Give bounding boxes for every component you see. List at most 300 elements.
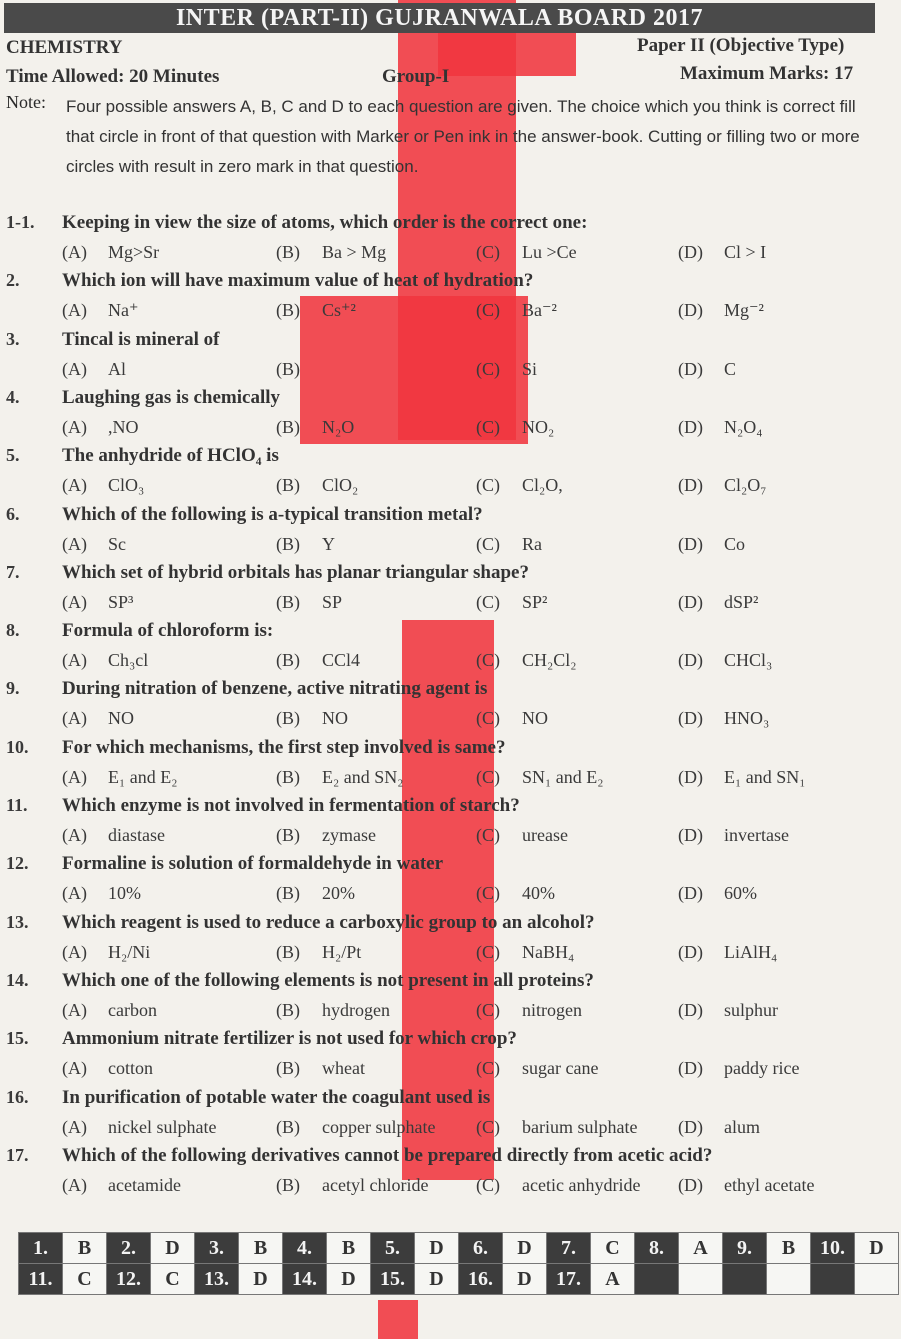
key-answer-letter: D (239, 1264, 283, 1295)
question-stem: Ammonium nitrate fertilizer is not used for which crop? (62, 1028, 517, 1050)
answer-option (276, 1000, 390, 1021)
option-letter: (C) (476, 1116, 500, 1137)
option-letter: (A) (62, 650, 87, 671)
question-item (0, 1145, 901, 1203)
option-letter: (B) (276, 416, 300, 437)
answer-option (476, 1000, 582, 1021)
answer-option (678, 300, 764, 321)
option-letter: (A) (62, 708, 87, 729)
option-letter: (A) (62, 416, 87, 437)
option-text: E₂ and SN₂ (322, 766, 404, 787)
option-letter: (D) (678, 1174, 703, 1195)
question-number: 4. (6, 386, 20, 407)
question-stem: Keeping in view the size of atoms, which order is the correct one: (62, 212, 588, 233)
question-item (0, 445, 901, 503)
option-letter: (B) (276, 825, 300, 845)
option-letter: (C) (476, 1174, 500, 1195)
option-letter: (C) (476, 1058, 500, 1079)
option-letter: (D) (678, 825, 703, 845)
question-item (0, 270, 901, 328)
key-question-number: 17. (547, 1264, 591, 1295)
answer-option (678, 1000, 778, 1021)
time-allowed: Time Allowed: 20 Minutes (6, 66, 220, 87)
answer-option (62, 592, 133, 613)
option-text: Al (108, 358, 126, 379)
group-label: Group-I (382, 66, 450, 87)
answer-option (62, 475, 144, 496)
question-number: 11. (6, 795, 28, 815)
option-text: Lu >Ce (522, 242, 577, 262)
answer-option (678, 592, 758, 613)
question-item (0, 1087, 901, 1145)
option-text: sulphur (724, 999, 778, 1020)
answer-option (276, 767, 404, 788)
answer-option (276, 300, 356, 321)
answer-option (678, 534, 745, 555)
option-letter: (C) (476, 650, 500, 671)
answer-option (62, 534, 126, 555)
option-text: Ba > Mg (322, 242, 387, 262)
option-letter: (A) (62, 475, 87, 496)
option-text: SP² (522, 591, 548, 612)
key-answer-letter: C (151, 1264, 195, 1295)
option-letter: (A) (62, 825, 87, 845)
question-stem: The anhydride of HClO₄ is (62, 445, 279, 467)
key-question-number (811, 1264, 855, 1295)
option-text: Co (724, 533, 746, 554)
option-letter: (C) (476, 300, 500, 321)
option-text: invertase (724, 825, 789, 845)
option-letter: (C) (476, 999, 500, 1020)
option-letter: (B) (276, 533, 300, 554)
option-text: SP (322, 591, 343, 612)
option-text: Ba⁻² (522, 300, 557, 321)
option-letter: (D) (678, 300, 703, 321)
key-answer-letter: D (503, 1233, 547, 1264)
answer-option (276, 534, 335, 555)
option-letter: (C) (476, 533, 500, 554)
question-item (0, 970, 901, 1028)
option-letter: (B) (276, 650, 300, 671)
answer-option (678, 242, 766, 263)
paper-label: Paper II (Objective Type) (637, 35, 845, 56)
option-text: cotton (108, 1058, 153, 1079)
option-letter: (B) (276, 300, 300, 321)
key-question-number: 1. (19, 1233, 63, 1264)
option-text: diastase (108, 825, 165, 845)
answer-option (476, 1175, 640, 1196)
option-text: nitrogen (522, 999, 582, 1020)
option-text: Y (322, 533, 335, 554)
key-question-number: 4. (283, 1233, 327, 1264)
question-number: 9. (6, 678, 20, 699)
question-item (0, 504, 901, 562)
option-text: Sc (108, 533, 126, 554)
option-text: Ch₃cl (108, 650, 149, 671)
answer-option (276, 417, 354, 438)
key-answer-letter: C (591, 1233, 635, 1264)
question-number: 7. (6, 561, 20, 582)
answer-option (678, 1058, 799, 1079)
answer-option (678, 1175, 814, 1196)
option-text: wheat (322, 1058, 365, 1079)
key-question-number: 9. (723, 1233, 767, 1264)
option-letter: (D) (678, 1116, 703, 1137)
question-stem: Laughing gas is chemically (62, 386, 280, 408)
answer-option (476, 300, 557, 321)
key-question-number: 10. (811, 1233, 855, 1264)
answer-option (276, 708, 348, 729)
question-item (0, 212, 901, 270)
option-letter: (A) (62, 533, 87, 554)
answer-option (276, 650, 360, 671)
key-answer-letter: D (151, 1233, 195, 1264)
answer-option (276, 1058, 365, 1079)
question-number: 5. (6, 445, 20, 466)
option-letter: (C) (476, 358, 500, 379)
question-number: 10. (6, 736, 29, 757)
option-letter: (D) (678, 416, 703, 437)
note-text: Four possible answers A, B, C and D to each question are given. The choice which you think is correct fill that circle in front of that question with Marker or Pen ink in the answer-book. Cutting or filling two or more circles with result in zero mark in that question. (66, 97, 860, 176)
answer-option (476, 708, 548, 729)
option-text: NO (108, 708, 134, 729)
question-number: 3. (6, 328, 20, 349)
option-text: barium sulphate (522, 1116, 638, 1137)
question-stem: Which ion will have maximum value of heat of hydration? (62, 270, 534, 292)
answer-option (476, 767, 604, 788)
key-answer-letter (767, 1264, 811, 1295)
option-text: acetyl chloride (322, 1174, 429, 1195)
option-text: ClO₃ (108, 475, 145, 496)
key-answer-letter: A (591, 1264, 635, 1295)
key-question-number: 6. (459, 1233, 503, 1264)
answer-option (276, 1117, 435, 1138)
answer-option (476, 592, 547, 613)
answer-option (476, 534, 542, 555)
option-letter: (A) (62, 242, 87, 262)
option-text: Cl > I (724, 242, 767, 262)
key-question-number: 16. (459, 1264, 503, 1295)
question-stem: Which of the following derivatives cannot be prepared directly from acetic acid? (62, 1144, 713, 1166)
question-item (0, 620, 901, 678)
answer-option (476, 1058, 598, 1079)
option-letter: (A) (62, 1116, 87, 1137)
option-text: H₂/Ni (108, 941, 151, 962)
key-answer-letter: C (63, 1264, 107, 1295)
answer-option (476, 825, 568, 846)
option-letter: (C) (476, 242, 500, 262)
answer-option (62, 300, 139, 321)
option-text: NO (322, 708, 348, 729)
answer-option (678, 650, 772, 671)
option-text: 40% (522, 883, 555, 904)
option-letter: (B) (276, 1058, 300, 1079)
question-number: 8. (6, 620, 20, 641)
option-text: NO (522, 708, 548, 729)
option-text: ,NO (108, 416, 139, 437)
option-letter: (B) (276, 941, 300, 962)
key-answer-letter (679, 1264, 723, 1295)
question-item (0, 329, 901, 387)
question-number: 17. (6, 1144, 29, 1165)
question-number: 1-1. (6, 212, 35, 232)
option-text: Ra (522, 533, 542, 554)
max-marks: Maximum Marks: 17 (680, 63, 854, 84)
option-text: ethyl acetate (724, 1174, 815, 1195)
option-letter: (B) (276, 708, 300, 729)
question-stem: Which reagent is used to reduce a carboxylic group to an alcohol? (62, 911, 595, 933)
option-letter: (C) (476, 475, 500, 496)
answer-option (276, 942, 361, 963)
option-letter: (D) (678, 650, 703, 671)
answer-option (62, 242, 159, 263)
option-letter: (D) (678, 766, 703, 787)
option-text: 60% (724, 883, 757, 904)
option-text: 20% (322, 883, 355, 904)
option-text: zymase (322, 825, 376, 845)
key-question-number: 5. (371, 1233, 415, 1264)
option-text: carbon (108, 999, 157, 1020)
option-text: C (724, 358, 737, 379)
answer-option (62, 359, 126, 380)
key-answer-letter (855, 1264, 899, 1295)
option-letter: (C) (476, 591, 500, 612)
option-text: Mg⁻² (724, 300, 764, 321)
answer-option (62, 1175, 181, 1196)
question-stem: Tincal is mineral of (62, 328, 220, 350)
answer-option (62, 942, 150, 963)
answer-option (62, 883, 141, 904)
option-letter: (A) (62, 591, 87, 612)
answer-option (476, 1117, 637, 1138)
question-stem: In purification of potable water the coagulant used is (62, 1086, 491, 1108)
key-question-number: 14. (283, 1264, 327, 1295)
question-item (0, 912, 901, 970)
question-item (0, 562, 901, 620)
key-question-number: 8. (635, 1233, 679, 1264)
answer-option (476, 475, 563, 496)
option-text: CHCl₃ (724, 650, 773, 671)
option-text: Cl₂O, (522, 475, 563, 496)
option-letter: (A) (62, 358, 87, 379)
answer-option (476, 359, 537, 380)
question-number: 15. (6, 1028, 29, 1049)
key-question-number (635, 1264, 679, 1295)
question-number: 16. (6, 1086, 29, 1107)
option-text: NO₂ (522, 416, 555, 437)
option-letter: (D) (678, 533, 703, 554)
option-letter: (D) (678, 999, 703, 1020)
question-stem: Which one of the following elements is not present in all proteins? (62, 969, 594, 991)
subject-label: CHEMISTRY (6, 37, 123, 58)
question-number: 12. (6, 853, 29, 874)
answer-key-table (18, 1232, 899, 1295)
answer-option (62, 1117, 216, 1138)
option-text: HNO₃ (724, 708, 770, 729)
key-answer-letter: B (327, 1233, 371, 1264)
question-number: 13. (6, 911, 29, 932)
answer-option (276, 1175, 428, 1196)
answer-option (678, 767, 806, 788)
question-stem: Formula of chloroform is: (62, 620, 274, 642)
question-number: 14. (6, 969, 29, 990)
key-question-number: 11. (19, 1264, 63, 1295)
key-answer-letter: D (415, 1264, 459, 1295)
option-letter: (A) (62, 766, 87, 787)
option-text: NaBH₄ (522, 941, 575, 962)
option-letter: (D) (678, 591, 703, 612)
option-text: sugar cane (522, 1058, 599, 1079)
option-text: SN₁ and E₂ (522, 766, 604, 787)
option-text: alum (724, 1116, 760, 1137)
answer-option (476, 883, 555, 904)
question-stem: During nitration of benzene, active nitrating agent is (62, 678, 488, 700)
answer-option (476, 942, 574, 963)
answer-option (62, 650, 148, 671)
option-letter: (D) (678, 883, 703, 904)
option-text: Na⁺ (108, 300, 139, 321)
option-letter: (B) (276, 358, 300, 379)
option-text: hydrogen (322, 999, 390, 1020)
answer-option (476, 650, 577, 671)
answer-option (678, 942, 777, 963)
question-number: 6. (6, 503, 20, 524)
option-letter: (C) (476, 825, 500, 845)
answer-option (476, 417, 554, 438)
answer-option (678, 359, 736, 380)
option-text: CCl4 (322, 650, 361, 671)
option-text: E₁ and E₂ (108, 766, 178, 787)
option-text: ClO₂ (322, 475, 359, 496)
option-text: N₂O₄ (724, 416, 763, 437)
option-text: acetamide (108, 1174, 181, 1195)
answer-option (276, 592, 342, 613)
question-stem: For which mechanisms, the first step involved is same? (62, 736, 506, 758)
answer-option (276, 825, 376, 846)
question-item (0, 1028, 901, 1086)
option-letter: (A) (62, 300, 87, 321)
option-text: urease (522, 825, 568, 845)
option-text: 10% (108, 883, 141, 904)
key-answer-letter: B (767, 1233, 811, 1264)
answer-option (62, 767, 178, 788)
answer-option (276, 475, 358, 496)
option-letter: (B) (276, 1174, 300, 1195)
option-letter: (D) (678, 1058, 703, 1079)
question-stem: Which of the following is a-typical transition metal? (62, 503, 483, 525)
key-answer-letter: B (239, 1233, 283, 1264)
option-letter: (D) (678, 708, 703, 729)
answer-option (276, 242, 386, 263)
option-text: Cl₂O₇ (724, 475, 767, 496)
key-answer-letter: D (415, 1233, 459, 1264)
option-letter: (B) (276, 766, 300, 787)
option-letter: (A) (62, 883, 87, 904)
answer-option (62, 825, 165, 846)
question-item (0, 853, 901, 911)
answer-option (678, 1117, 760, 1138)
option-text: copper sulphate (322, 1116, 436, 1137)
option-letter: (B) (276, 883, 300, 904)
answer-option (678, 708, 769, 729)
answer-option (62, 1000, 157, 1021)
board-banner: INTER (PART-II) GUJRANWALA BOARD 2017 (4, 3, 875, 33)
option-letter: (B) (276, 591, 300, 612)
option-letter: (D) (678, 358, 703, 379)
answer-key-row (19, 1264, 899, 1295)
option-letter: (D) (678, 242, 703, 262)
question-item (0, 737, 901, 795)
option-text: N₂O (322, 416, 355, 437)
option-letter: (D) (678, 475, 703, 496)
key-answer-letter: D (503, 1264, 547, 1295)
key-answer-letter: D (855, 1233, 899, 1264)
option-text: Mg>Sr (108, 242, 160, 262)
question-item (0, 387, 901, 445)
option-text: dSP² (724, 591, 759, 612)
option-letter: (C) (476, 766, 500, 787)
answer-option (678, 883, 757, 904)
option-letter: (B) (276, 475, 300, 496)
option-letter: (B) (276, 999, 300, 1020)
option-text: H₂/Pt (322, 941, 362, 962)
question-stem: Formaline is solution of formaldehyde in water (62, 853, 444, 875)
question-item (0, 678, 901, 736)
option-letter: (A) (62, 999, 87, 1020)
option-letter: (B) (276, 242, 300, 262)
answer-key-row (19, 1233, 899, 1264)
key-answer-letter: A (679, 1233, 723, 1264)
key-question-number: 15. (371, 1264, 415, 1295)
answer-option (62, 708, 134, 729)
note-label: Note: (6, 92, 46, 112)
answer-option (276, 359, 322, 380)
answer-option (62, 417, 139, 438)
option-letter: (B) (276, 1116, 300, 1137)
answer-option (62, 1058, 153, 1079)
option-letter: (A) (62, 1058, 87, 1079)
key-question-number: 13. (195, 1264, 239, 1295)
option-letter: (C) (476, 941, 500, 962)
option-letter: (D) (678, 941, 703, 962)
option-text: E₁ and SN₁ (724, 766, 806, 787)
option-text: Si (522, 358, 538, 379)
option-letter: (C) (476, 416, 500, 437)
question-stem: Which enzyme is not involved in fermentation of starch? (62, 795, 520, 816)
option-letter: (C) (476, 708, 500, 729)
option-text: paddy rice (724, 1058, 800, 1079)
option-letter: (C) (476, 883, 500, 904)
answer-option (276, 883, 355, 904)
question-number: 2. (6, 270, 20, 291)
option-text: Cs⁺² (322, 300, 356, 321)
option-text: SP³ (108, 591, 134, 612)
key-question-number: 3. (195, 1233, 239, 1264)
question-item (0, 795, 901, 853)
option-text: acetic anhydride (522, 1174, 641, 1195)
key-answer-letter: D (327, 1264, 371, 1295)
key-answer-letter: B (63, 1233, 107, 1264)
answer-option (476, 242, 577, 263)
answer-option (678, 475, 767, 496)
key-question-number (723, 1264, 767, 1295)
option-text: nickel sulphate (108, 1116, 217, 1137)
answer-option (678, 417, 763, 438)
key-question-number: 7. (547, 1233, 591, 1264)
question-stem: Which set of hybrid orbitals has planar triangular shape? (62, 561, 529, 583)
option-letter: (A) (62, 941, 87, 962)
option-letter: (A) (62, 1174, 87, 1195)
